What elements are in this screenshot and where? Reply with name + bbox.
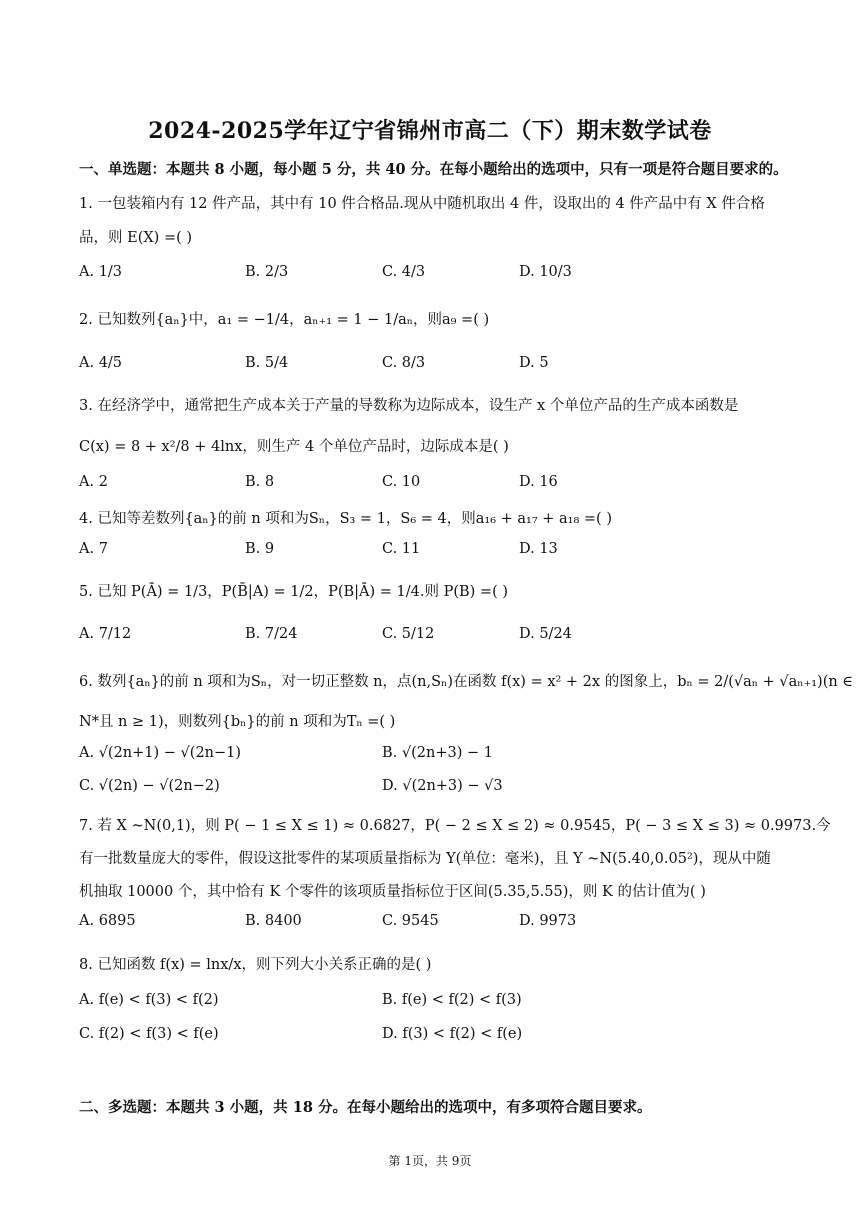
q6-text-line1: 6. 数列{aₙ}的前 n 项和为Sₙ，对一切正整数 n，点(n,Sₙ)在函数 f(x) = x² + 2x 的图象上，bₙ = 2/(√aₙ + √aₙ₊₁)(n ∈ [79,674,854,690]
q6-option-b: B. √(2n+3) − 1 [382,745,493,761]
q4-text-line1: 4. 已知等差数列{aₙ}的前 n 项和为Sₙ，S₃ = 1，S₆ = 4，则a₁₆ + a₁₇ + a₁₈ =( ) [79,511,612,527]
q2-option-b: B. 5/4 [245,355,289,371]
q7-option-b: B. 8400 [245,913,302,929]
q4-option-c: C. 11 [382,541,421,557]
q3-option-b: B. 8 [245,474,275,490]
q3-option-d: D. 16 [519,474,558,490]
q8-option-a: A. f(e) < f(3) < f(2) [79,992,219,1008]
q5-option-b: B. 7/24 [245,626,298,642]
q6-text-line2: N*且 n ≥ 1)，则数列{bₙ}的前 n 项和为Tₙ =( ) [79,714,396,730]
q7-option-a: A. 6895 [79,913,136,929]
q1-text-line2: 品，则 E(X) =( ) [79,230,193,246]
q8-option-b: B. f(e) < f(2) < f(3) [382,992,522,1008]
q7-text-line2: 有一批数量庞大的零件，假设这批零件的某项质量指标为 Y(单位：毫米)，且 Y ~N(5.40,0.05²)，现从中随 [79,851,771,867]
q2-option-a: A. 4/5 [79,355,123,371]
q4-option-d: D. 13 [519,541,558,557]
q1-option-d: D. 10/3 [519,264,572,280]
q1-option-b: B. 2/3 [245,264,289,280]
q3-option-c: C. 10 [382,474,421,490]
q4-option-a: A. 7 [79,541,108,557]
q1-option-a: A. 1/3 [79,264,123,280]
q2-option-d: D. 5 [519,355,549,371]
q5-option-c: C. 5/12 [382,626,435,642]
q7-option-d: D. 9973 [519,913,577,929]
q3-text-line2: C(x) = 8 + x²/8 + 4lnx，则生产 4 个单位产品时，边际成本是( ) [79,439,509,455]
exam-title: 2024-2025学年辽宁省锦州市高二（下）期末数学试卷 [148,118,712,144]
q2-option-c: C. 8/3 [382,355,426,371]
q8-option-d: D. f(3) < f(2) < f(e) [382,1026,523,1042]
q5-option-d: D. 5/24 [519,626,572,642]
q6-option-c: C. √(2n) − √(2n−2) [79,778,220,794]
q7-text-line1: 7. 若 X ~N(0,1)，则 P( − 1 ≤ X ≤ 1) ≈ 0.6827，P( − 2 ≤ X ≤ 2) ≈ 0.9545，P( − 3 ≤ X ≤ 3) ≈ 0.9973.今 [79,818,831,834]
q8-text-line1: 8. 已知函数 f(x) = lnx/x，则下列大小关系正确的是( ) [79,957,432,973]
q1-text-line1: 1. 一包装箱内有 12 件产品，其中有 10 件合格品.现从中随机取出 4 件，设取出的 4 件产品中有 X 件合格 [79,196,765,212]
q1-option-c: C. 4/3 [382,264,426,280]
section-2-heading: 二、多选题：本题共 3 小题，共 18 分。在每小题给出的选项中，有多项符合题目要求。 [79,1099,652,1116]
q2-text-line1: 2. 已知数列{aₙ}中，a₁ = −1/4，aₙ₊₁ = 1 − 1/aₙ，则a₉ =( ) [79,312,490,328]
q8-option-c: C. f(2) < f(3) < f(e) [79,1026,219,1042]
q7-text-line3: 机抽取 10000 个，其中恰有 K 个零件的该项质量指标位于区间(5.35,5.55)，则 K 的估计值为( ) [79,884,706,900]
q3-text-line1: 3. 在经济学中，通常把生产成本关于产量的导数称为边际成本，设生产 x 个单位产品的生产成本函数是 [79,398,739,414]
q3-option-a: A. 2 [79,474,108,490]
page-footer: 第 1页，共 9页 [388,1154,472,1168]
q6-option-a: A. √(2n+1) − √(2n−1) [79,745,242,761]
q7-option-c: C. 9545 [382,913,439,929]
q5-text-line1: 5. 已知 P(Ā) = 1/3，P(B̄|A) = 1/2，P(B|Ā) = 1/4.则 P(B) =( ) [79,584,508,600]
q6-option-d: D. √(2n+3) − √3 [382,778,503,794]
section-1-heading: 一、单选题：本题共 8 小题，每小题 5 分，共 40 分。在每小题给出的选项中，只有一项是符合题目要求的。 [79,161,788,178]
q4-option-b: B. 9 [245,541,275,557]
q5-option-a: A. 7/12 [79,626,132,642]
